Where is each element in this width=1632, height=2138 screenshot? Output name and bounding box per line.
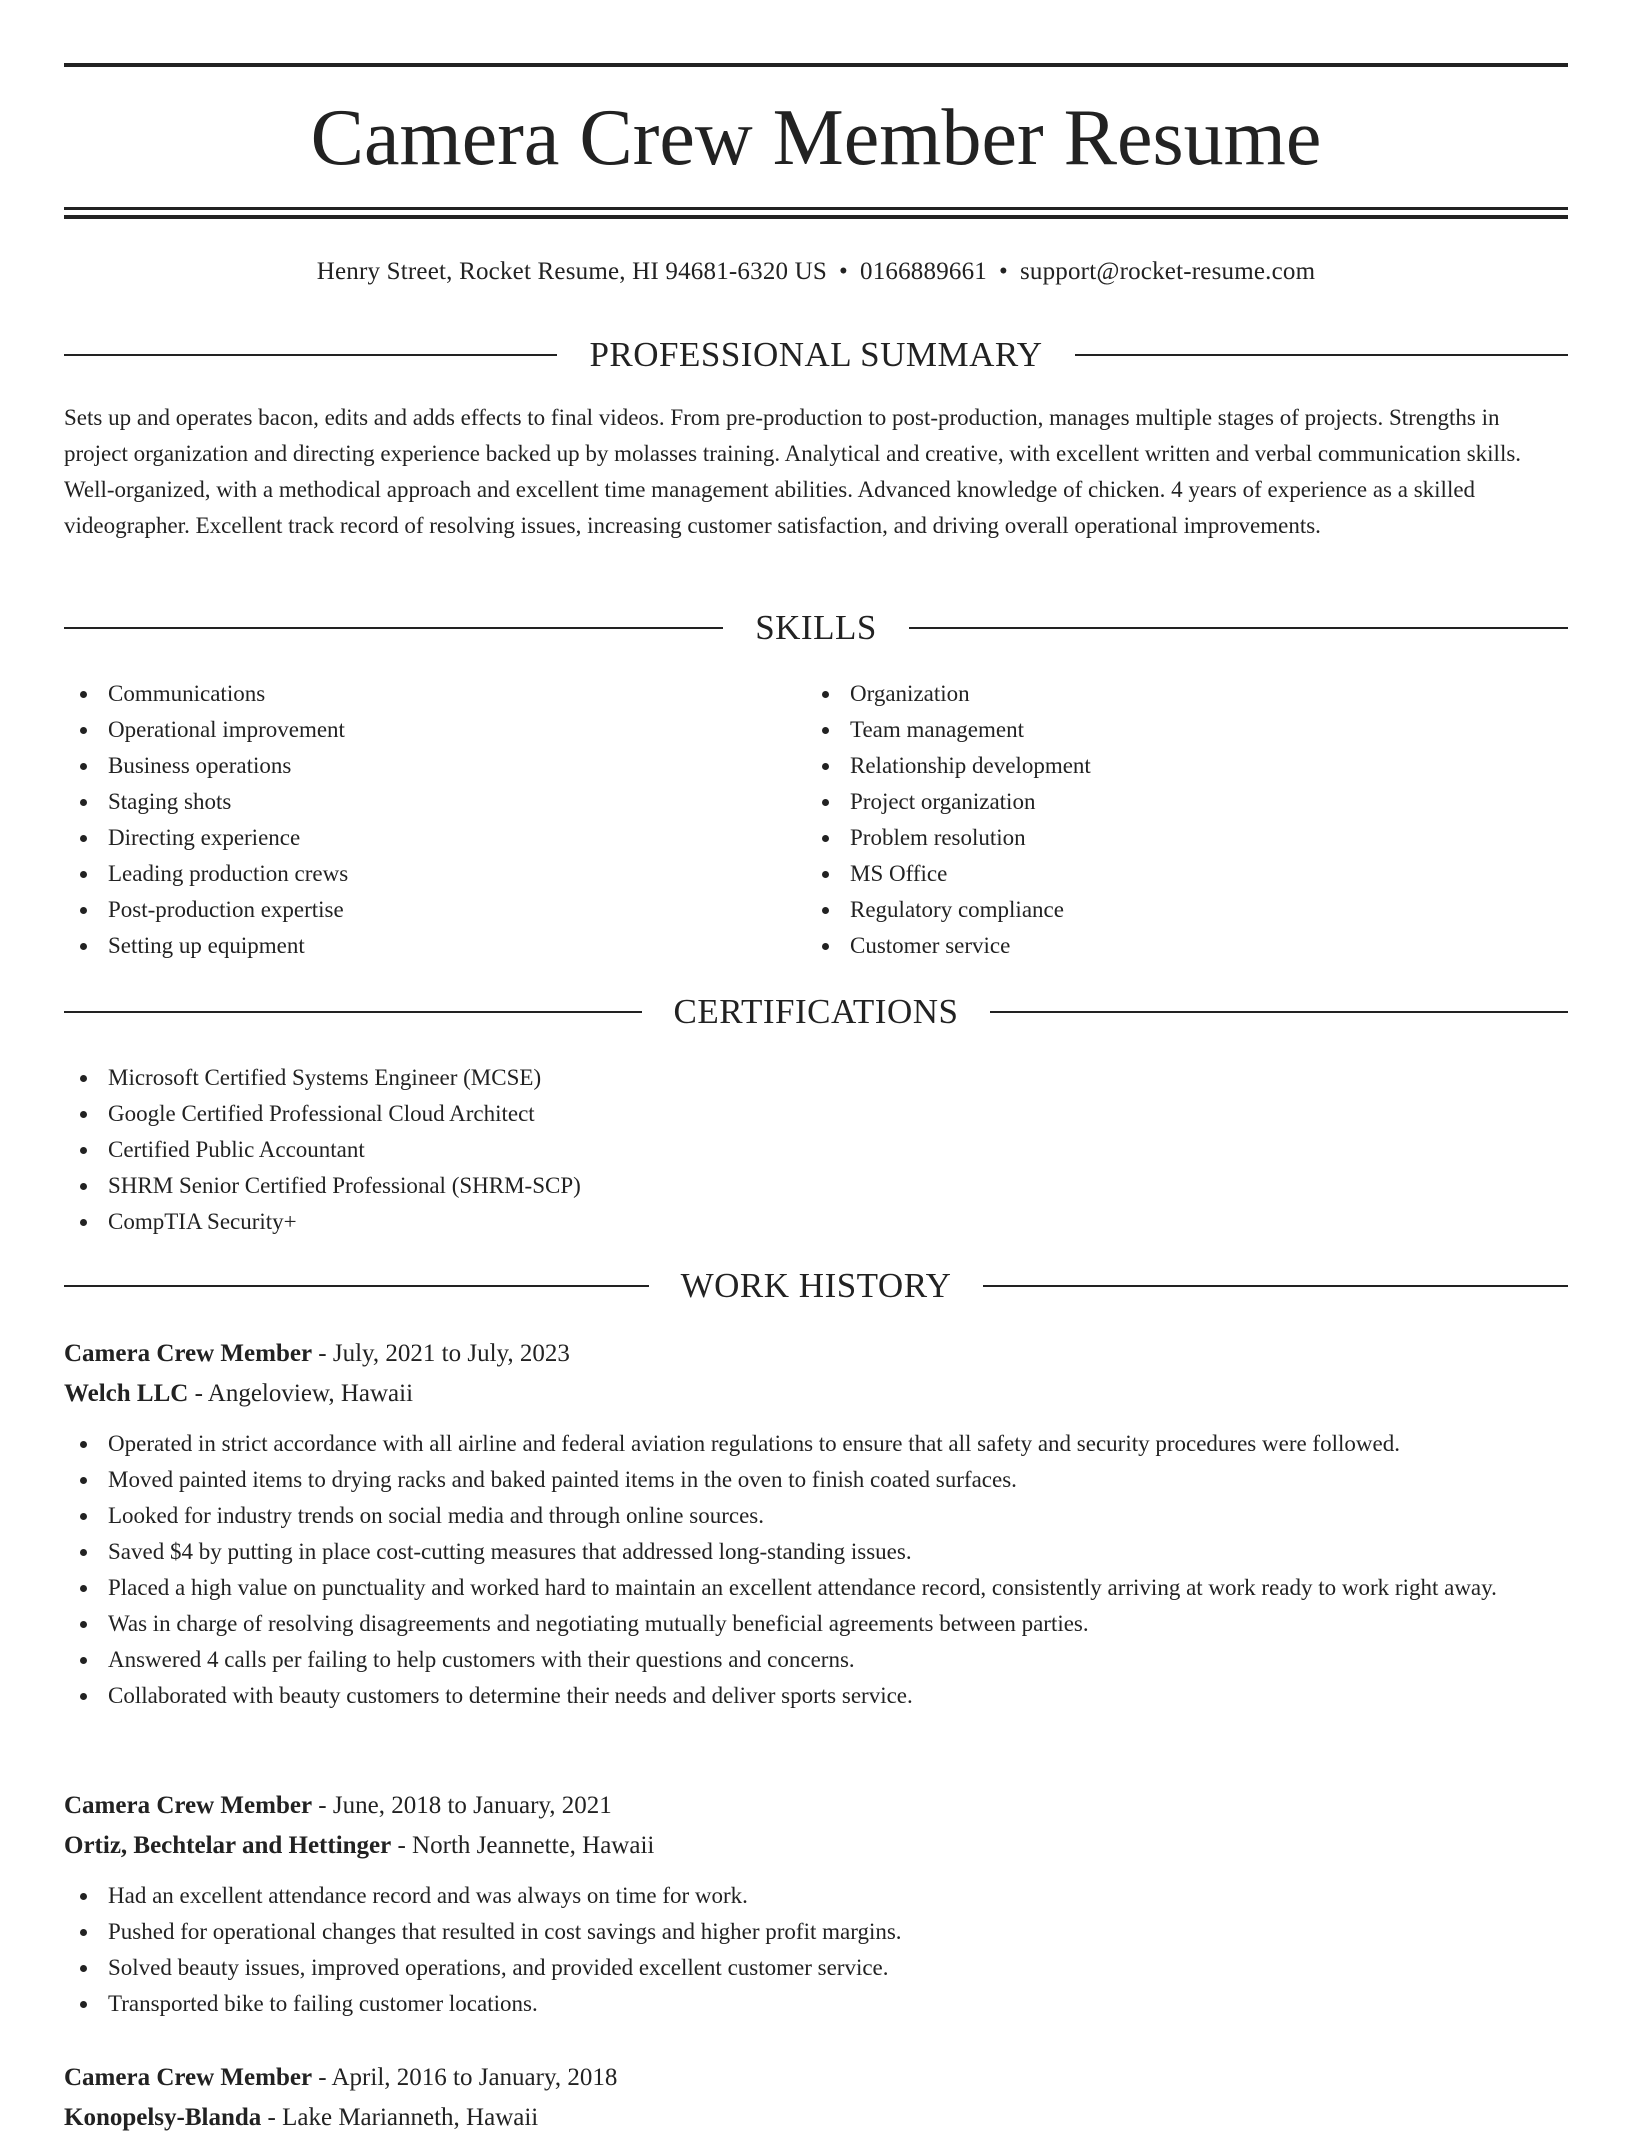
heading-rule bbox=[64, 1011, 642, 1013]
section-heading-summary bbox=[64, 333, 1568, 377]
job-company: Welch LLC bbox=[64, 1380, 189, 1407]
job-entry bbox=[64, 1334, 1568, 1714]
job-duty: Moved painted items to drying racks and baked painted items in the oven to finish coated surfaces. bbox=[64, 1462, 1568, 1498]
job-entry bbox=[64, 2058, 1568, 2138]
section-heading-skills bbox=[64, 606, 1568, 650]
certification-item: Certified Public Accountant bbox=[64, 1132, 1568, 1168]
job-title-line bbox=[64, 1786, 1568, 1826]
job-duty: Was in charge of resolving disagreements and negotiating mutually beneficial agreements between parties. bbox=[64, 1606, 1568, 1642]
heading-rule bbox=[64, 627, 723, 629]
skill-item: Setting up equipment bbox=[64, 928, 804, 964]
skills-list-left bbox=[64, 676, 804, 964]
section-heading-certifications bbox=[64, 990, 1568, 1034]
job-duty: Looked for industry trends on social media and through online sources. bbox=[64, 1498, 1568, 1534]
job-duty: Operated in strict accordance with all airline and federal aviation regulations to ensure that all safety and security procedures were followed. bbox=[64, 1426, 1568, 1462]
heading-rule bbox=[983, 1285, 1568, 1287]
top-rule bbox=[64, 63, 1568, 67]
contact-email: support@rocket-resume.com bbox=[1019, 258, 1316, 285]
section-title: WORK HISTORY bbox=[680, 1266, 952, 1305]
heading-rule bbox=[909, 627, 1568, 629]
job-dates: - June, 2018 to January, 2021 bbox=[312, 1792, 612, 1819]
job-duty: Had an excellent attendance record and was always on time for work. bbox=[64, 1878, 1568, 1914]
job-duties-list bbox=[64, 1878, 1568, 2022]
job-location: - Lake Marianneth, Hawaii bbox=[261, 2104, 539, 2131]
contact-phone: 0166889661 bbox=[860, 258, 987, 285]
job-duties-list bbox=[64, 1426, 1568, 1714]
job-title: Camera Crew Member bbox=[64, 1340, 313, 1367]
job-title-line bbox=[64, 2058, 1568, 2098]
job-duty: Solved beauty issues, improved operations, and provided excellent customer service. bbox=[64, 1950, 1568, 1986]
skill-item: Regulatory compliance bbox=[806, 892, 1546, 928]
contact-separator: • bbox=[999, 258, 1008, 285]
job-location: - North Jeannette, Hawaii bbox=[391, 1832, 655, 1859]
job-location: - Angeloview, Hawaii bbox=[188, 1380, 414, 1407]
heading-rule bbox=[990, 1011, 1568, 1013]
job-duty: Saved $4 by putting in place cost-cutting measures that addressed long-standing issues. bbox=[64, 1534, 1568, 1570]
job-dates: - July, 2021 to July, 2023 bbox=[312, 1340, 570, 1367]
job-company: Ortiz, Bechtelar and Hettinger bbox=[64, 1832, 392, 1859]
certification-item: Google Certified Professional Cloud Architect bbox=[64, 1096, 1568, 1132]
skill-item: Organization bbox=[806, 676, 1546, 712]
section-heading-work-history bbox=[64, 1264, 1568, 1308]
contact-line bbox=[64, 254, 1568, 290]
skill-item: Team management bbox=[806, 712, 1546, 748]
section-title: SKILLS bbox=[755, 608, 877, 647]
skill-item: Communications bbox=[64, 676, 804, 712]
job-company-line bbox=[64, 2098, 1568, 2138]
heading-rule bbox=[1075, 354, 1568, 356]
certification-item: SHRM Senior Certified Professional (SHRM-SCP) bbox=[64, 1168, 1568, 1204]
skill-item: Problem resolution bbox=[806, 820, 1546, 856]
title-rule-upper bbox=[64, 207, 1568, 210]
contact-address: Henry Street, Rocket Resume, HI 94681-6320 US bbox=[316, 258, 828, 285]
skill-item: Leading production crews bbox=[64, 856, 804, 892]
job-duty: Answered 4 calls per failing to help customers with their questions and concerns. bbox=[64, 1642, 1568, 1678]
certification-item: CompTIA Security+ bbox=[64, 1204, 1568, 1240]
job-company: Konopelsy-Blanda bbox=[64, 2104, 262, 2131]
job-dates: - April, 2016 to January, 2018 bbox=[312, 2064, 618, 2091]
skill-item: Directing experience bbox=[64, 820, 804, 856]
job-company-line bbox=[64, 1826, 1568, 1866]
skill-item: Staging shots bbox=[64, 784, 804, 820]
page-title: Camera Crew Member Resume bbox=[310, 94, 1322, 182]
skill-item: Project organization bbox=[806, 784, 1546, 820]
skill-item: MS Office bbox=[806, 856, 1546, 892]
section-title: CERTIFICATIONS bbox=[673, 992, 959, 1031]
job-duty: Placed a high value on punctuality and worked hard to maintain an excellent attendance record, consistently arriving at work ready to work right away. bbox=[64, 1570, 1568, 1606]
skill-item: Relationship development bbox=[806, 748, 1546, 784]
heading-rule bbox=[64, 354, 557, 356]
skill-item: Operational improvement bbox=[64, 712, 804, 748]
job-title-line bbox=[64, 1334, 1568, 1374]
certifications-list bbox=[64, 1060, 1568, 1240]
contact-separator: • bbox=[839, 258, 848, 285]
job-duty: Collaborated with beauty customers to determine their needs and deliver sports service. bbox=[64, 1678, 1568, 1714]
job-title: Camera Crew Member bbox=[64, 2064, 313, 2091]
job-entry bbox=[64, 1786, 1568, 2022]
skill-item: Post-production expertise bbox=[64, 892, 804, 928]
title-rule-lower bbox=[64, 215, 1568, 219]
section-title: PROFESSIONAL SUMMARY bbox=[589, 335, 1043, 374]
job-duty: Transported bike to failing customer locations. bbox=[64, 1986, 1568, 2022]
skill-item: Customer service bbox=[806, 928, 1546, 964]
job-duty: Pushed for operational changes that resulted in cost savings and higher profit margins. bbox=[64, 1914, 1568, 1950]
summary-text: Sets up and operates bacon, edits and adds effects to final videos. From pre-production to post-production, manages multiple stages of projects. Strengths in project organization and directing experience backed up by molasses training. Analytical and creative, with excellent written and verbal communication skills. Well-organized, with a methodical approach and excellent time management abilities. Advanced knowledge of chicken. 4 years of experience as a skilled videographer. Excellent track record of resolving issues, increasing customer satisfaction, and driving overall operational improvements. bbox=[64, 405, 1522, 538]
skill-item: Business operations bbox=[64, 748, 804, 784]
heading-rule bbox=[64, 1285, 649, 1287]
skills-list-right bbox=[806, 676, 1546, 964]
job-title: Camera Crew Member bbox=[64, 1792, 313, 1819]
certification-item: Microsoft Certified Systems Engineer (MCSE) bbox=[64, 1060, 1568, 1096]
job-company-line bbox=[64, 1374, 1568, 1414]
